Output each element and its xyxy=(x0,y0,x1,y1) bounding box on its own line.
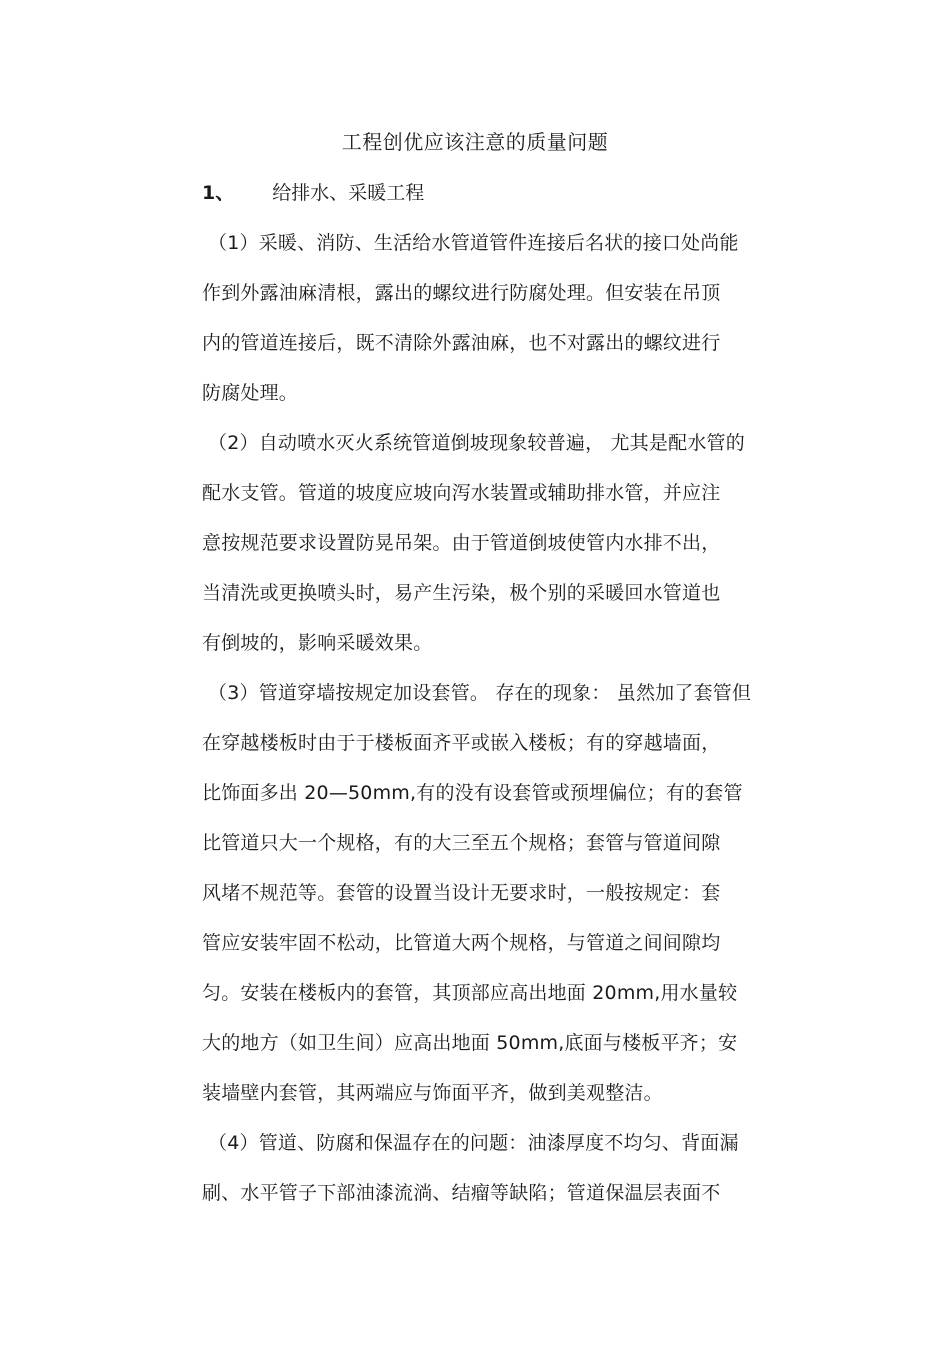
text-line: 刷、水平管子下部油漆流淌、结瘤等缺陷；管道保温层表面不 xyxy=(202,1182,721,1204)
text-line: 配水支管。管道的坡度应坡向泻水装置或辅助排水管，并应注 xyxy=(202,482,721,504)
text-line: 比饰面多出 20—50mm,有的没有设套管或预埋偏位；有的套管 xyxy=(202,782,743,804)
text-line: 有倒坡的，影响采暖效果。 xyxy=(202,632,433,654)
section-heading xyxy=(202,180,424,206)
text-line: （1）采暖、消防、生活给水管道管件连接后名状的接口处尚能 xyxy=(208,232,739,254)
section-number: 1、 xyxy=(202,182,235,204)
text-line: 匀。安装在楼板内的套管，其顶部应高出地面 20mm,用水量较 xyxy=(202,982,738,1004)
text-line: 内的管道连接后，既不清除外露油麻，也不对露出的螺纹进行 xyxy=(202,332,721,354)
text-line: 当清洗或更换喷头时，易产生污染，极个别的采暖回水管道也 xyxy=(202,582,721,604)
text-line: 比管道只大一个规格，有的大三至五个规格；套管与管道间隙 xyxy=(202,832,721,854)
text-line: （3）管道穿墙按规定加设套管。 存在的现象： 虽然加了套管但 xyxy=(208,682,752,704)
text-line: 在穿越楼板时由于于楼板面齐平或嵌入楼板；有的穿越墙面， xyxy=(202,732,721,754)
text-line: 意按规范要求设置防晃吊架。由于管道倒坡使管内水排不出， xyxy=(202,532,721,554)
text-line: 管应安装牢固不松动，比管道大两个规格，与管道之间间隙均 xyxy=(202,932,721,954)
text-line: （4）管道、防腐和保温存在的问题：油漆厚度不均匀、背面漏 xyxy=(208,1132,739,1154)
text-line: 作到外露油麻清根，露出的螺纹进行防腐处理。但安装在吊顶 xyxy=(202,282,721,304)
text-line: 防腐处理。 xyxy=(202,382,299,404)
page-title: 工程创优应该注意的质量问题 xyxy=(341,130,609,154)
text-line: （2）自动喷水灭火系统管道倒坡现象较普遍， 尤其是配水管的 xyxy=(208,432,745,454)
text-line: 装墙壁内套管，其两端应与饰面平齐，做到美观整洁。 xyxy=(202,1082,663,1104)
text-line: 风堵不规范等。套管的设置当设计无要求时，一般按规定：套 xyxy=(202,882,721,904)
text-line: 大的地方（如卫生间）应高出地面 50mm,底面与楼板平齐；安 xyxy=(202,1032,738,1054)
section-heading-text: 给排水、采暖工程 xyxy=(272,182,425,204)
